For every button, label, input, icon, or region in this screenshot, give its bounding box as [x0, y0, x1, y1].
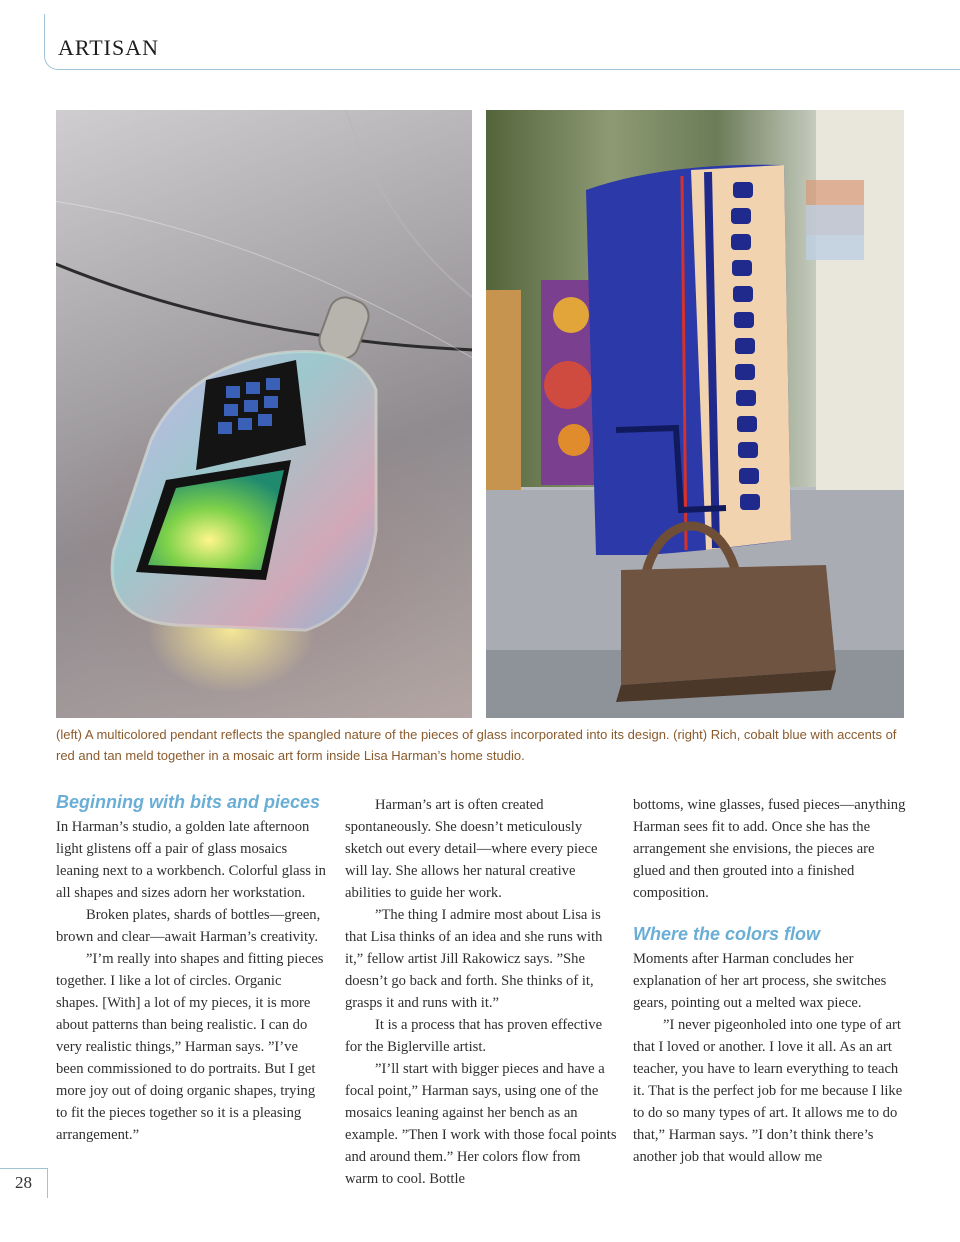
- paragraph: Moments after Harman concludes her explanation of her art process, she switches gears, pointing out a melted wax piece.: [633, 951, 887, 1011]
- header-rule: [44, 14, 960, 70]
- pendant-photo: [56, 110, 472, 718]
- mosaic-photo: [486, 110, 904, 718]
- paragraph: ”The thing I admire most about Lisa is that Lisa thinks of an idea and she runs with it,” fellow artist Jill Rakowicz says. ”She doesn’t go back and forth. She thinks of it, grasps it and runs with it.”: [345, 907, 603, 1011]
- paragraph: It is a process that has proven effective for the Biglerville artist.: [345, 1017, 603, 1055]
- paragraph: ”I’ll start with bigger pieces and have a focal point,” Harman says, using one of the mosaics leaning against her bench as an example. ”Then I work with those focal points and around them.” Her colors flow from warm to cool. Bottle: [345, 1061, 617, 1187]
- photo-caption: (left) A multicolored pendant reflects the spangled nature of the pieces of glass incorporated into its design. (right) Rich, cobalt blue with accents of red and tan meld together in a mosaic art form inside Lisa Harman’s home studio.: [56, 727, 897, 763]
- subhead-bits-and-pieces: Beginning with bits and pieces: [56, 792, 321, 812]
- paragraph: Broken plates, shards of bottles—green, brown and clear—await Harman’s creativity.: [56, 907, 321, 945]
- section-label: ARTISAN: [58, 35, 160, 60]
- article-column-2: [345, 790, 617, 1190]
- subhead-colors-flow: Where the colors flow: [633, 924, 821, 944]
- paragraph: ”I never pigeonholed into one type of art that I loved or another. I love it all. As an art teacher, you have to learn everything to teach it. That is the perfect job for me because I like to do so many types of art. It allows me to do that,” Harman says. ”I don’t think there’s another job that would allow me: [633, 1017, 903, 1165]
- page-number: 28: [0, 1168, 48, 1198]
- paragraph: ”I’m really into shapes and fitting pieces together. I like a lot of circles. Organic shapes. [With] a lot of my pieces, it is more about patterns than being realistic. I can do very realistic things,” Harman says. ”I’ve been commissioned to do portraits. But I get more joy out of doing organic shapes, trying to fit the pieces together so it is a pleasing arrangement.”: [56, 951, 324, 1143]
- paragraph: In Harman’s studio, a golden late afternoon light glistens off a pair of glass mosaics leaning next to a workbench. Colorful glass in all shapes and sizes adorn her workstation.: [56, 819, 326, 901]
- paragraph: Harman’s art is often created spontaneously. She doesn’t meticulously sketch out every detail—where every piece will lay. She allows her natural creative abilities to guide her work.: [345, 797, 598, 901]
- article-column-1: [56, 790, 326, 1146]
- article-column-3: [633, 790, 908, 1168]
- paragraph: bottoms, wine glasses, fused pieces—anything Harman sees fit to add. Once she has the arrangement she envisions, the pieces are glued and then grouted into a finished composition.: [633, 797, 906, 901]
